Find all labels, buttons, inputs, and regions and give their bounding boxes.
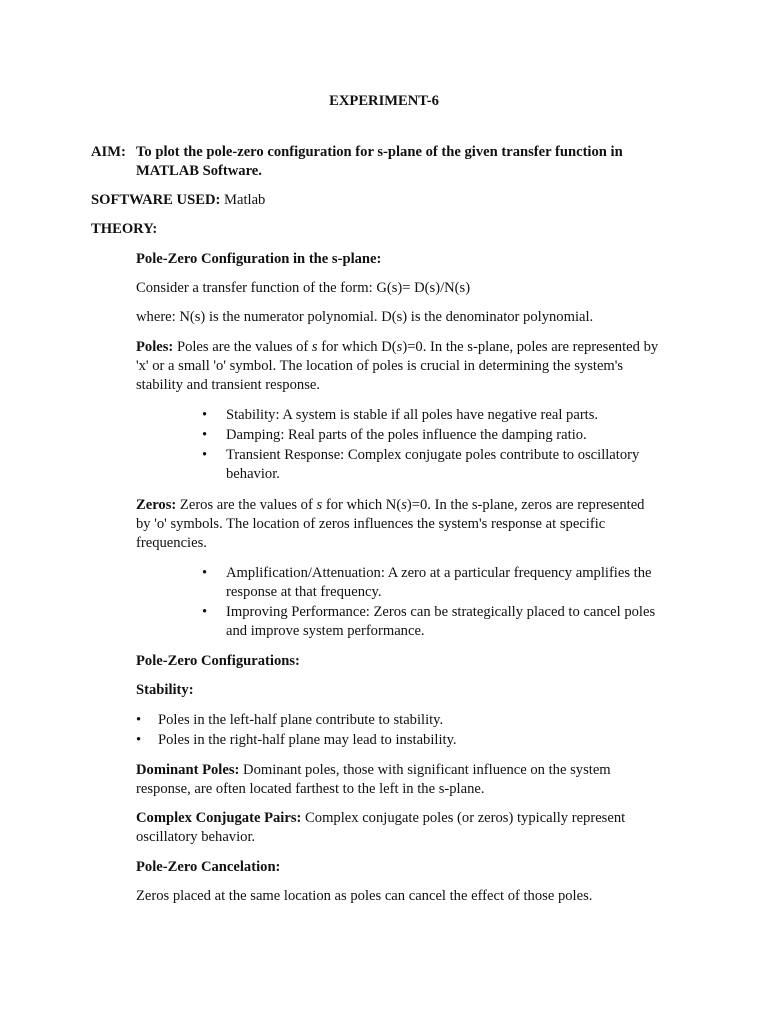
poles-text: )=0. In the s-plane, poles are represented by (402, 339, 659, 355)
dominant-line-2: response, are often located farthest to the left in the s-plane. (136, 781, 485, 797)
list-item (136, 731, 658, 750)
poles-variable: s (311, 339, 318, 355)
stability-bullet-list (136, 711, 658, 751)
poles-text: Poles are the values of (176, 339, 309, 355)
list-item (202, 406, 696, 425)
zeros-variable: s (401, 497, 407, 513)
page-title: EXPERIMENT-6 (329, 93, 439, 109)
aim-line-2: MATLAB Software. (136, 163, 262, 179)
list-item-text: and improve system performance. (226, 623, 425, 639)
list-item-text: Amplification/Attenuation: A zero at a particular frequency amplifies the (226, 565, 652, 581)
list-item (202, 564, 696, 602)
list-item (202, 446, 696, 484)
zeros-line-1 (136, 496, 644, 515)
software-line (91, 191, 265, 210)
bullet-icon: • (202, 565, 208, 581)
bullet-icon: • (202, 447, 208, 463)
where-text: where: N(s) is the numerator polynomial. D(s) is the denominator polynomial. (136, 309, 594, 325)
list-item (202, 603, 696, 641)
list-item-text: Damping: Real parts of the poles influence the damping ratio. (226, 427, 587, 443)
list-item-text: Poles in the right-half plane may lead to instability. (158, 732, 457, 748)
poles-bullet-list (202, 406, 696, 485)
theory-label: THEORY: (91, 221, 158, 237)
stability-heading: Stability: (136, 682, 194, 698)
software-value: Matlab (224, 192, 266, 208)
zeros-variable: s (316, 497, 323, 513)
poles-line-2: 'x' or a small 'o' symbol. The location of poles is crucial in determining the system's (136, 358, 624, 374)
configs-heading: Pole-Zero Configurations: (136, 653, 300, 669)
dominant-text: Dominant poles, those with significant influence on the system (243, 762, 611, 778)
bullet-icon: • (202, 407, 208, 423)
zeros-line-3: frequencies. (136, 535, 207, 551)
zeros-text: )=0. In the s-plane, zeros are represented (406, 497, 645, 513)
pz-heading: Pole-Zero Configuration in the s-plane: (136, 251, 382, 267)
complex-line-1 (136, 809, 625, 828)
list-item-text: Improving Performance: Zeros can be strategically placed to cancel poles (226, 604, 656, 620)
poles-line-1 (136, 338, 658, 357)
bullet-icon: • (202, 604, 208, 620)
complex-label: Complex Conjugate Pairs: (136, 810, 302, 826)
list-item-text: response at that frequency. (226, 584, 382, 600)
bullet-icon: • (136, 732, 142, 748)
poles-variable: s (396, 339, 403, 355)
zeros-bullet-list (202, 564, 696, 642)
list-item-text: behavior. (226, 466, 280, 482)
dominant-label: Dominant Poles: (136, 762, 240, 778)
bullet-icon: • (136, 712, 142, 728)
dominant-line-1 (136, 761, 611, 780)
zeros-text: Zeros are the values of (179, 497, 313, 513)
zeros-label: Zeros: (136, 497, 177, 513)
poles-label: Poles: (136, 339, 174, 355)
cancel-text: Zeros placed at the same location as poles can cancel the effect of those poles. (136, 888, 593, 904)
list-item-text: Stability: A system is stable if all poles have negative real parts. (226, 407, 599, 423)
complex-line-2: oscillatory behavior. (136, 829, 256, 845)
list-item (136, 711, 658, 730)
bullet-icon: • (202, 427, 208, 443)
poles-text: for which D( (321, 339, 397, 355)
poles-line-3: stability and transient response. (136, 377, 321, 393)
zeros-line-2: by 'o' symbols. The location of zeros influences the system's response at specific (136, 516, 606, 532)
aim-line-1: To plot the pole-zero configuration for s-plane of the given transfer function in (136, 144, 623, 160)
list-item (202, 426, 696, 445)
cancel-heading: Pole-Zero Cancelation: (136, 859, 281, 875)
consider-text: Consider a transfer function of the form: G(s)= D(s)/N(s) (136, 280, 471, 296)
zeros-text: for which N( (325, 497, 402, 513)
aim-label: AIM: (91, 144, 126, 160)
list-item-text: Transient Response: Complex conjugate poles contribute to oscillatory (226, 447, 640, 463)
list-item-text: Poles in the left-half plane contribute to stability. (158, 712, 444, 728)
complex-text: Complex conjugate poles (or zeros) typically represent (305, 810, 626, 826)
software-label: SOFTWARE USED: (91, 192, 221, 208)
